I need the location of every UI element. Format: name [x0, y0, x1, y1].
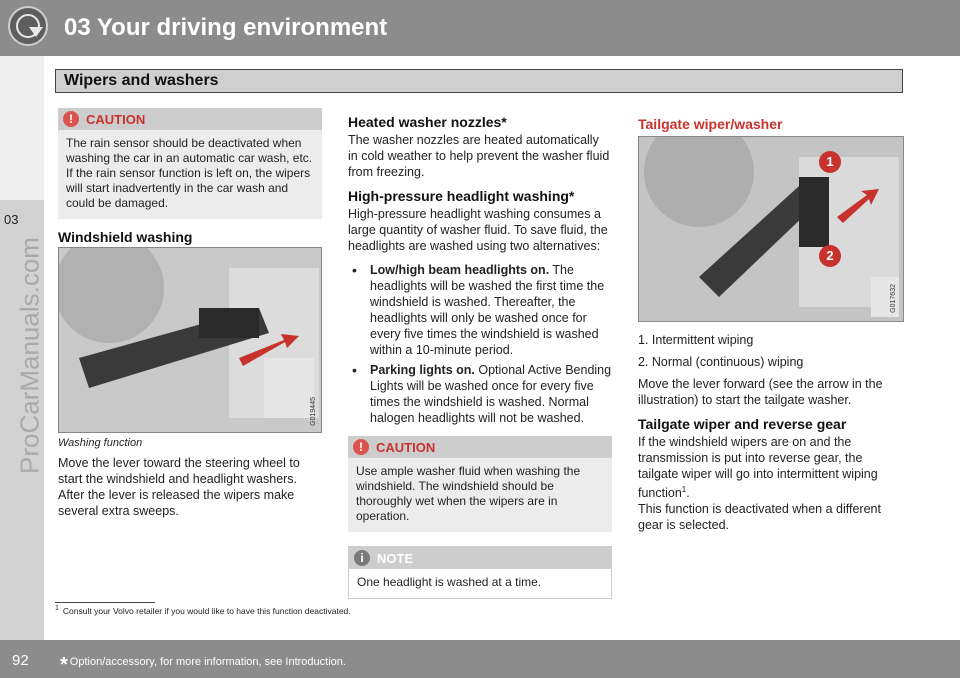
list-item: 2. Normal (continuous) wiping [638, 355, 804, 369]
note-label: NOTE [377, 551, 414, 566]
warning-icon: ! [353, 439, 369, 455]
image-code: G017632 [890, 284, 897, 313]
image-code: G019445 [310, 397, 317, 426]
list-item: 1. Intermittent wiping [638, 333, 754, 347]
windshield-washing-body: Move the lever toward the steering wheel to start the windshield and headlight washers. After the lever is released the wipers make several extra sweeps. [58, 456, 300, 518]
reverse-gear-heading: Tailgate wiper and reverse gear [638, 416, 847, 432]
caution-header [348, 436, 612, 458]
footnote-ref: 1 [681, 485, 687, 494]
watermark: ProCarManuals.com [14, 237, 45, 474]
caution-label: CAUTION [86, 112, 146, 127]
caution-header [58, 108, 322, 130]
tailgate-illustration [638, 136, 904, 322]
wiping-modes-list [638, 332, 904, 370]
caution-text: The rain sensor should be deactivated when washing the car in an automatic car wash, etc. If the rain sensor function is left on, the wipers will start inadvertently in the car wash and could be damaged. [66, 136, 313, 210]
chapter-title: 03 Your driving environment [64, 14, 388, 41]
section-title: Wipers and washers [64, 72, 219, 89]
header-bar [0, 0, 960, 56]
side-tab-upper [0, 56, 44, 200]
windshield-washing-illustration [58, 247, 322, 433]
caution-text: Use ample washer fluid when washing the windshield. The windshield should be thoroughly wet when the wipers are in operation. [356, 464, 581, 523]
footer-bar [0, 640, 960, 678]
headlight-bullets [348, 262, 612, 426]
marker-2: 2 [819, 245, 841, 267]
hp-headlight-body: High-pressure headlight washing consumes a large quantity of washer fluid. To save fluid, the headlights are washed using two alternatives: [348, 207, 608, 253]
reverse-gear-body-2: This function is deactivated when a different gear is selected. [638, 502, 881, 533]
note-header [349, 547, 611, 569]
marker-1: 1 [819, 151, 841, 173]
caution-box-2 [348, 436, 612, 532]
list-item: • Parking lights on. Optional Active Bending Lights will be washed once for every five times the windshield is washed. Normal halogen headlights will not be washed. [348, 362, 612, 426]
tailgate-heading: Tailgate wiper/washer [638, 116, 783, 132]
footer-note: * Option/accessory, for more information, see Introduction. [60, 654, 346, 676]
volvo-logo-icon [8, 6, 48, 46]
image-caption: Washing function [58, 437, 143, 449]
section-bar [55, 69, 903, 93]
lever-illustration [59, 248, 321, 432]
note-text: One headlight is washed at a time. [357, 575, 542, 589]
footnote-rule [55, 602, 155, 603]
info-icon: i [354, 550, 370, 566]
column-1 [58, 108, 322, 527]
heated-nozzles-body: The washer nozzles are heated automatically in cold weather to help prevent the washer fluid from freezing. [348, 133, 610, 179]
windshield-washing-heading: Windshield washing [58, 229, 193, 245]
hp-headlight-heading: High-pressure headlight washing* [348, 188, 575, 204]
tailgate-body: Move the lever forward (see the arrow in the illustration) to start the tailgate washer. [638, 377, 883, 407]
page-number: 92 [12, 652, 29, 669]
tailgate-lever-illustration [639, 137, 903, 321]
footnote: $^1$ Consult your Volvo retailer if you would like to have this function deactivated. [55, 605, 351, 616]
side-tab-number: 03 [4, 212, 19, 227]
list-item: • Low/high beam headlights on. The headlights will be washed the first time the windshield is washed. Thereafter, the headlights will only be washed once for every five times the windshield is washed within a 10-minute period. [348, 262, 612, 358]
caution-label: CAUTION [376, 440, 436, 455]
reverse-gear-body: If the windshield wipers are on and the transmission is put into reverse gear, the tailgate wiper will go into intermittent wiping function$^1$. [638, 435, 878, 501]
note-box [348, 546, 612, 599]
warning-icon: ! [63, 111, 79, 127]
column-2 [348, 114, 612, 599]
column-3 [638, 116, 904, 541]
caution-box [58, 108, 322, 219]
heated-nozzles-heading: Heated washer nozzles* [348, 114, 507, 130]
